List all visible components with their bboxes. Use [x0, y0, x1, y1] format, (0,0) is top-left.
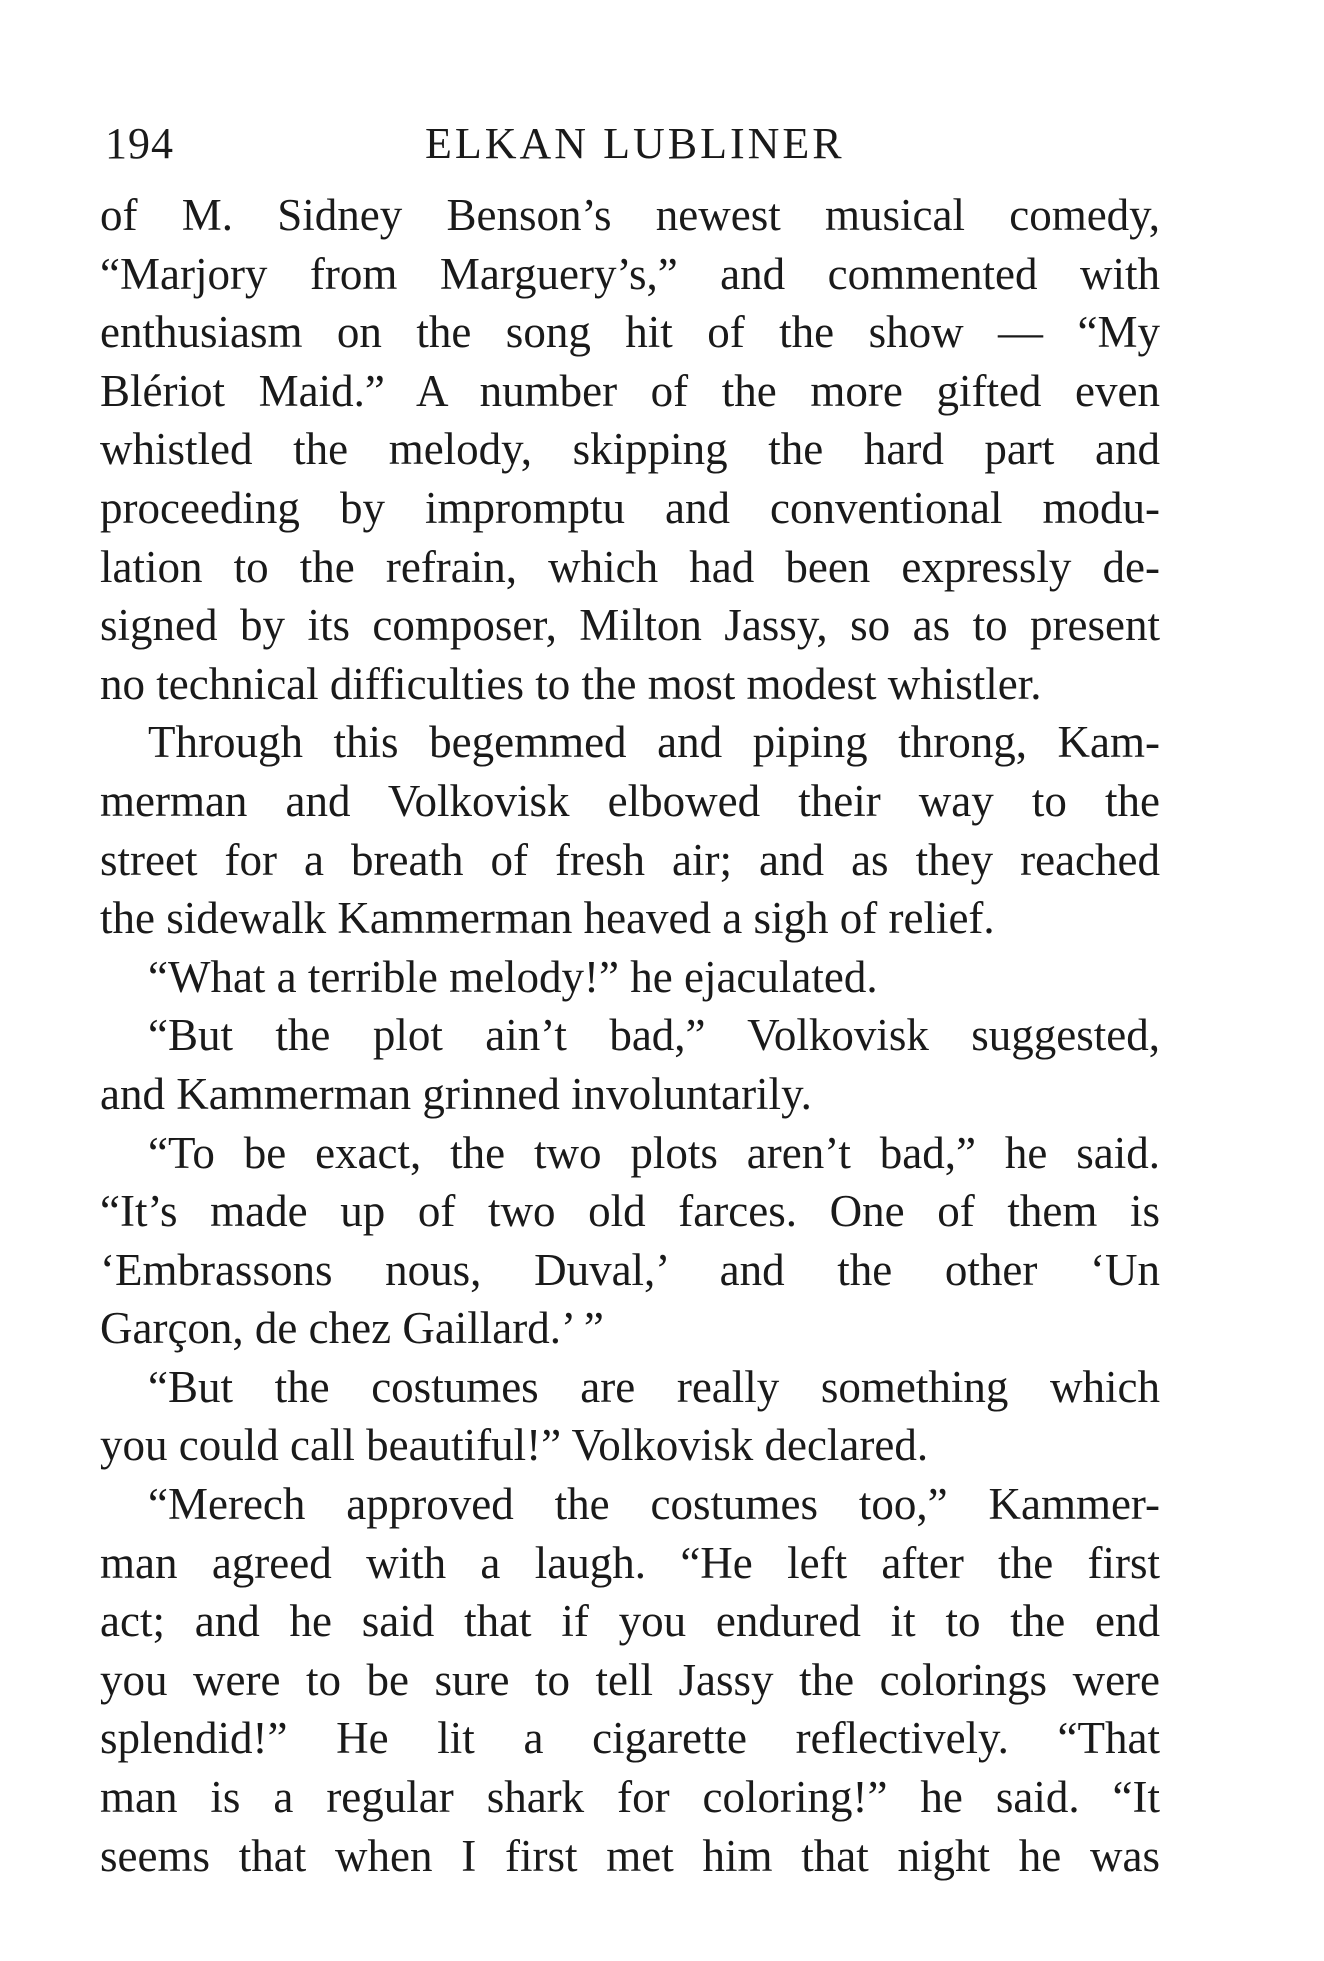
text-line: splendid!” He lit a cigarette reflectively. “That [100, 1713, 1160, 1764]
text-line: the sidewalk Kammerman heaved a sigh of relief. [100, 893, 995, 944]
text-line: you could call beautiful!” Volkovisk declared. [100, 1420, 929, 1471]
text-line: lation to the refrain, which had been expressly de- [100, 541, 1160, 592]
text-line: merman and Volkovisk elbowed their way to the [100, 775, 1160, 826]
text-line: of M. Sidney Benson’s newest musical comedy, [100, 190, 1160, 240]
text-line: you were to be sure to tell Jassy the colorings were [100, 1654, 1160, 1705]
text-line: act; and he said that if you endured it to the end [100, 1596, 1160, 1647]
text-line: “But the plot ain’t bad,” Volkovisk suggested, [148, 1010, 1160, 1061]
text-line: street for a breath of fresh air; and as they reached [100, 834, 1160, 885]
text-line: “It’s made up of two old farces. One of them is [100, 1186, 1160, 1237]
text-line: “What a terrible melody!” he ejaculated. [148, 951, 878, 1002]
page-number: 194 [105, 119, 174, 168]
text-line: seems that when I first met him that night he was [100, 1830, 1160, 1881]
text-line: Garçon, de chez Gaillard.’ ” [100, 1303, 604, 1354]
text-line: “Merech approved the costumes too,” Kammer- [148, 1479, 1160, 1530]
text-line: signed by its composer, Milton Jassy, so as to present [100, 600, 1160, 651]
text-line: man is a regular shark for coloring!” he said. “It [100, 1772, 1160, 1823]
text-line: ‘Embrassons nous, Duval,’ and the other ‘Un [100, 1244, 1160, 1295]
text-line: proceeding by impromptu and conventional modu- [100, 482, 1160, 533]
text-line: no technical difficulties to the most modest whistler. [100, 658, 1042, 709]
text-line: and Kammerman grinned involuntarily. [100, 1068, 812, 1119]
text-line: whistled the melody, skipping the hard part and [100, 424, 1160, 475]
body-text [100, 186, 1160, 1885]
running-title: ELKAN LUBLINER [425, 119, 845, 168]
text-line: “But the costumes are really something which [148, 1361, 1160, 1412]
text-line: man agreed with a laugh. “He left after the first [100, 1537, 1160, 1588]
page-header [105, 118, 1160, 178]
text-line: “Marjory from Marguery’s,” and commented with [100, 248, 1160, 299]
text-line: Blériot Maid.” A number of the more gifted even [100, 365, 1160, 416]
text-line: Through this begemmed and piping throng, Kam- [148, 717, 1160, 768]
text-line: enthusiasm on the song hit of the show — “My [100, 307, 1160, 358]
text-line: “To be exact, the two plots aren’t bad,” he said. [148, 1127, 1160, 1178]
